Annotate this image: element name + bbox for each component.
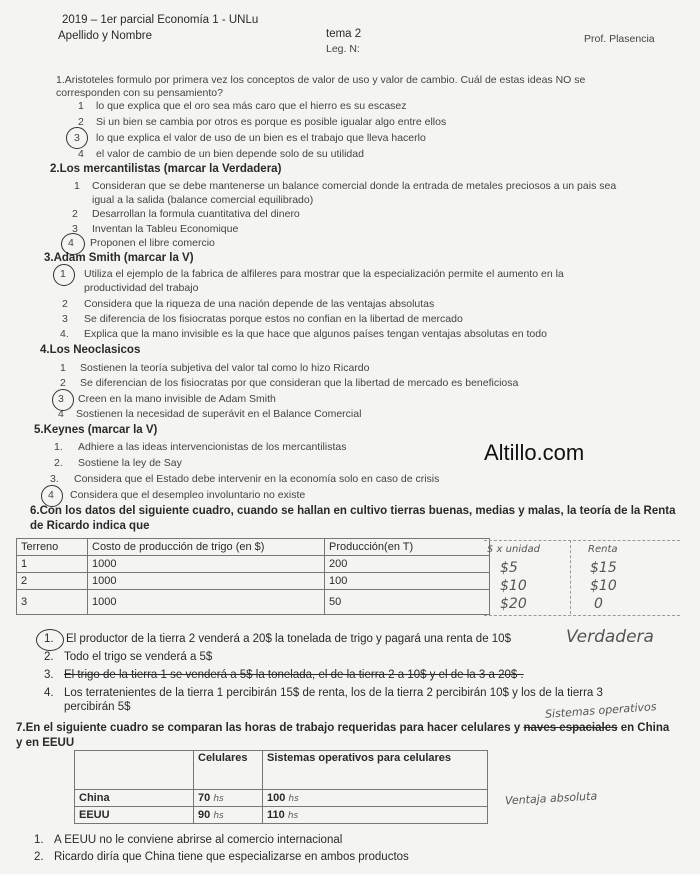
table-row: [17, 590, 490, 615]
q3-option-2[interactable]: Considera que la riqueza de una nación depende de las ventajas absolutas: [84, 298, 435, 310]
cell-value: 70: [198, 792, 211, 804]
q2-option-3-num: 3: [72, 223, 78, 235]
table-cell: 2: [17, 573, 88, 590]
q2-option-4-num: 4: [68, 237, 74, 249]
q7-text-part: en China: [617, 722, 670, 734]
table-cell: 1000: [88, 590, 325, 615]
q4-option-4[interactable]: Sostienen la necesidad de superávit en el Balance Comercial: [76, 408, 362, 420]
table-cell: 3: [17, 590, 88, 615]
table-header: Costo de producción de trigo (en $): [88, 539, 325, 556]
q7-option-1[interactable]: A EEUU no le conviene abrirse al comercio internacional: [54, 834, 343, 846]
q2-option-1[interactable]: Consideran que se debe mantenerse un balance comercial donde la entrada de metales preciosos a un pais sea: [92, 180, 617, 192]
q1-option-3-num: 3: [74, 132, 80, 144]
q3-option-3[interactable]: Se diferencia de los fisiocratas porque estos no confian en la libertad de mercado: [84, 313, 463, 325]
hw-unit: hs: [288, 794, 299, 804]
table-row: [75, 751, 488, 790]
q7-option-2[interactable]: Ricardo diría que China tiene que especializarse en ambos productos: [54, 851, 409, 863]
q6-option-1-num: 1.: [44, 633, 54, 645]
q6-text-cont: de Ricardo indica que: [30, 520, 150, 532]
q2-title: 2.Los mercantilistas (marcar la Verdadera): [50, 163, 282, 175]
q1-text-cont: corresponden con su pensamiento?: [56, 87, 223, 99]
table-row: [17, 573, 490, 590]
q4-option-1-num: 1: [60, 362, 66, 374]
table-cell: China: [75, 790, 194, 807]
exam-title: 2019 – 1er parcial Economía 1 - UNLu: [62, 14, 259, 26]
q5-option-1[interactable]: Adhiere a las ideas intervencionistas de los mercantilistas: [78, 441, 347, 453]
q2-option-3[interactable]: Inventan la Tableu Economique: [92, 223, 239, 235]
hw-rent: 0: [594, 596, 603, 612]
q5-option-1-num: 1.: [54, 441, 63, 453]
table-header: Sistemas operativos para celulares: [263, 751, 488, 790]
table-cell: EEUU: [75, 807, 194, 824]
table-cell: 50: [325, 590, 490, 615]
labor-table: [74, 750, 488, 824]
q6-option-2[interactable]: Todo el trigo se venderá a 5$: [64, 651, 213, 663]
hw-price: $10: [500, 578, 527, 594]
q4-option-1[interactable]: Sostienen la teoría subjetiva del valor tal como lo hizo Ricardo: [80, 362, 370, 374]
q7-option-1-num: 1.: [34, 834, 44, 846]
q1-option-2-num: 2: [78, 116, 84, 128]
cell-value: 90: [198, 809, 211, 821]
q3-option-1-cont: productividad del trabajo: [84, 282, 199, 294]
q4-option-4-num: 4: [58, 408, 64, 420]
table-cell: [194, 807, 263, 824]
q3-option-4[interactable]: Explica que la mano invisible es la que hace que algunos países tengan ventajas absolutas en todo: [84, 328, 547, 340]
q6-option-3-num: 3.: [44, 669, 54, 681]
hw-unit: hs: [287, 811, 299, 821]
q7-text: [16, 722, 669, 735]
table-header: Producción(en T): [325, 539, 490, 556]
table-cell: 1000: [88, 556, 325, 573]
q5-option-3-num: 3.: [50, 473, 59, 485]
table-header: Celulares: [194, 751, 263, 790]
q4-title: 4.Los Neoclasicos: [40, 344, 141, 356]
name-label: Apellido y Nombre: [58, 30, 152, 42]
q2-option-4[interactable]: Proponen el libre comercio: [90, 237, 215, 249]
q6-option-4-cont: percibirán 5$: [64, 701, 131, 713]
cell-value: 100: [267, 792, 286, 804]
hw-price: $5: [500, 560, 518, 576]
q1-option-3[interactable]: lo que explica el valor de uso de un bien es el trabajo que lleva hacerlo: [96, 132, 426, 144]
q5-option-2[interactable]: Sostiene la ley de Say: [78, 457, 182, 469]
table-row: [75, 790, 488, 807]
q2-option-1-num: 1: [74, 180, 80, 192]
q7-text-cont: y en EEUU: [16, 737, 75, 749]
table-row: [17, 556, 490, 573]
q3-option-1-num: 1: [60, 268, 66, 280]
q1-option-4[interactable]: el valor de cambio de un bien depende solo de su utilidad: [96, 148, 364, 160]
q1-option-2[interactable]: Si un bien se cambia por otros es porque es posible igualar algo entre ellos: [96, 116, 447, 128]
q4-option-2-num: 2: [60, 377, 66, 389]
hw-ventaja-absoluta: Ventaja absoluta: [504, 789, 598, 808]
leg-label: Leg. N:: [326, 43, 360, 55]
table-cell: 100: [325, 573, 490, 590]
q5-option-4-num: 4: [48, 489, 54, 501]
q2-option-2[interactable]: Desarrollan la formula cuantitativa del dinero: [92, 208, 300, 220]
rent-table: [16, 538, 490, 615]
q6-option-2-num: 2.: [44, 651, 54, 663]
q6-text: 6.Con los datos del siguiente cuadro, cuando se hallan en cultivo tierras buenas, medias y malas, la teoría de la Renta: [30, 505, 676, 517]
hw-rent: $10: [590, 578, 617, 594]
q3-option-3-num: 3: [62, 313, 68, 325]
q3-option-4-num: 4.: [60, 328, 69, 340]
table-row: [75, 807, 488, 824]
q5-title: 5.Keynes (marcar la V): [34, 424, 158, 436]
hw-header-rent: Renta: [588, 544, 618, 555]
professor-label: Prof. Plasencia: [584, 33, 655, 45]
q5-option-4[interactable]: Considera que el desempleo involuntario no existe: [70, 489, 306, 501]
table-row: [17, 539, 490, 556]
hw-table-divider: [570, 540, 572, 614]
hw-unit: hs: [213, 811, 224, 821]
q4-option-2[interactable]: Se diferencian de los fisiocratas por que consideran que la libertad de mercado es beneficiosa: [80, 377, 519, 389]
q7-text-part: 7.En el siguiente cuadro se comparan las horas de trabajo requeridas para hacer celulares y: [16, 722, 524, 734]
table-cell: [194, 790, 263, 807]
hw-unit: hs: [213, 794, 224, 804]
table-cell: [263, 790, 488, 807]
answer-circle: [66, 127, 88, 149]
tema-label: tema 2: [326, 28, 362, 40]
q1-option-1[interactable]: lo que explica que el oro sea más caro que el hierro es su escasez: [96, 100, 407, 112]
q7-option-2-num: 2.: [34, 851, 44, 863]
watermark: Altillo.com: [484, 440, 585, 465]
q1-option-4-num: 4: [78, 148, 84, 160]
hw-price: $20: [500, 596, 527, 612]
q2-option-1-cont: igual a la salida (balance comercial equilibrado): [92, 194, 314, 206]
q6-option-1[interactable]: El productor de la tierra 2 venderá a 20$ la tonelada de trigo y pagará una renta de 10$: [66, 633, 511, 645]
q4-option-3[interactable]: Creen en la mano invisible de Adam Smith: [78, 393, 276, 405]
q7-struck-text: naves espaciales: [523, 722, 618, 734]
table-header: Terreno: [17, 539, 88, 556]
table-header: [75, 751, 194, 790]
table-cell: 1: [17, 556, 88, 573]
q6-option-4[interactable]: Los terratenientes de la tierra 1 percibirán 15$ de renta, los de la tierra 2 percibirán 10$ y los de la tierra 3: [64, 687, 603, 699]
q1-option-1-num: 1: [78, 100, 84, 112]
hw-sistemas-operativos: Sistemas operativos: [544, 700, 657, 721]
table-cell: 200: [325, 556, 490, 573]
hw-verdadera: Verdadera: [566, 627, 654, 647]
q6-option-4-num: 4.: [44, 687, 54, 699]
q3-option-1[interactable]: Utiliza el ejemplo de la fabrica de alfileres para mostrar que la especialización permite el aumento en la: [84, 268, 564, 280]
q4-option-3-num: 3: [58, 393, 64, 405]
table-cell: [263, 807, 488, 824]
q2-option-2-num: 2: [72, 208, 78, 220]
q3-title: 3.Adam Smith (marcar la V): [44, 252, 194, 264]
hw-header-price: $ x unidad: [487, 544, 540, 555]
q1-text: 1.Aristoteles formulo por primera vez los conceptos de valor de uso y valor de cambio. Cuál de estas ideas NO se: [56, 74, 586, 86]
q5-option-3[interactable]: Considera que el Estado debe intervenir en la economía solo en caso de crisis: [74, 473, 440, 485]
q3-option-2-num: 2: [62, 298, 68, 310]
q5-option-2-num: 2.: [54, 457, 63, 469]
table-cell: 1000: [88, 573, 325, 590]
hw-rent: $15: [590, 560, 617, 576]
q6-option-3[interactable]: El trigo de la tierra 1 se venderá a 5$ la tonelada, el de la tierra 2 a 10$ y el de la 3 a 20$ .: [64, 669, 524, 681]
cell-value: 110: [267, 809, 285, 821]
